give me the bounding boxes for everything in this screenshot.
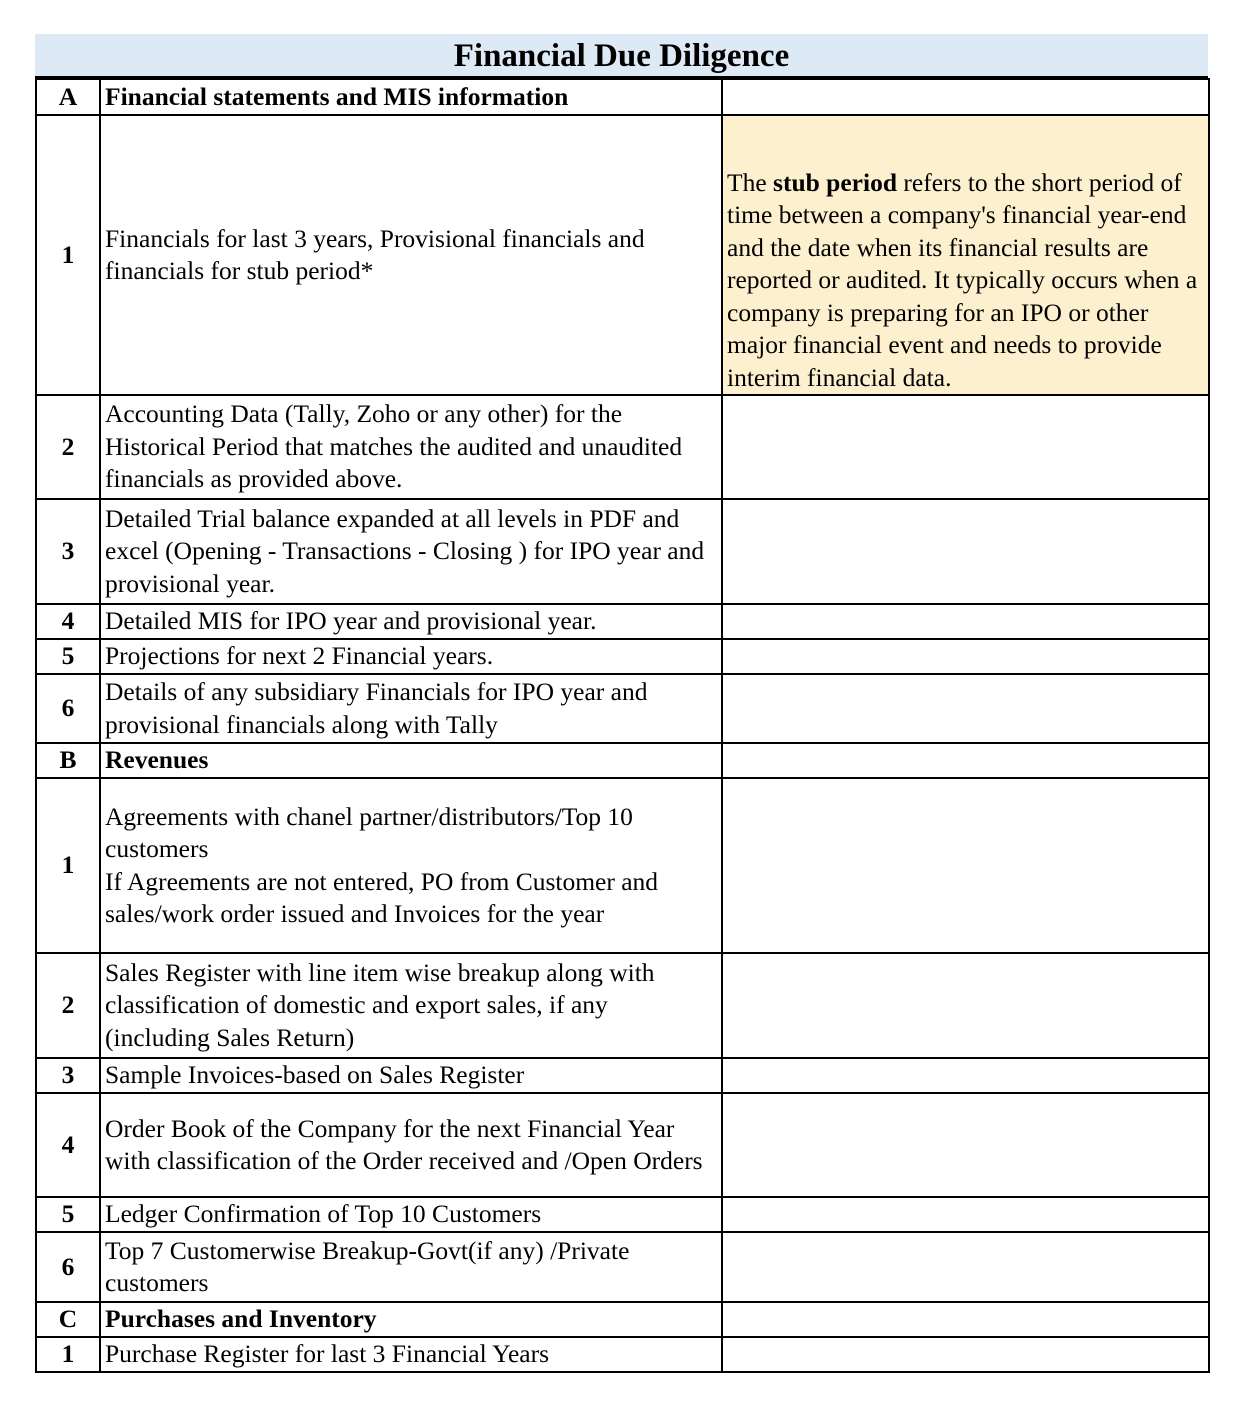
row-number: 3 bbox=[36, 1058, 100, 1093]
table-row bbox=[36, 1058, 1209, 1093]
row-number: 2 bbox=[36, 953, 100, 1058]
row-number: 6 bbox=[36, 1232, 100, 1302]
remarks-cell bbox=[722, 1093, 1209, 1197]
remarks-cell bbox=[722, 743, 1209, 778]
section-row bbox=[36, 1302, 1209, 1337]
remarks-cell bbox=[722, 499, 1209, 604]
remarks-cell bbox=[722, 395, 1209, 499]
section-heading: Revenues bbox=[100, 743, 722, 778]
note-prefix: The bbox=[727, 167, 774, 197]
note-body: refers to the short period of time between a company's financial year-end and the date when its financial results are reported or audited. It typically occurs when a company is preparing for an IPO or other major financial event and needs to provide interim financial data. bbox=[727, 167, 1198, 392]
row-description: Sales Register with line item wise breakup along with classification of domestic and export sales, if any (including Sales Return) bbox=[100, 953, 722, 1058]
row-description: Top 7 Customerwise Breakup-Govt(if any) /Private customers bbox=[100, 1232, 722, 1302]
table-row bbox=[36, 395, 1209, 499]
row-description: Purchase Register for last 3 Financial Years bbox=[100, 1337, 722, 1372]
row-description: Accounting Data (Tally, Zoho or any other) for the Historical Period that matches the audited and unaudited financials as provided above. bbox=[100, 395, 722, 499]
row-number: 2 bbox=[36, 395, 100, 499]
due-diligence-sheet bbox=[35, 34, 1208, 1373]
note-term: stub period bbox=[773, 167, 898, 197]
row-description: Agreements with chanel partner/distributors/Top 10 customers If Agreements are not entered, PO from Customer and sales/work order issued and Invoices for the year bbox=[100, 778, 722, 953]
remarks-cell bbox=[722, 674, 1209, 743]
table-row bbox=[36, 1232, 1209, 1302]
row-description: Ledger Confirmation of Top 10 Customers bbox=[100, 1197, 722, 1232]
row-number: 5 bbox=[36, 1197, 100, 1232]
row-description: Order Book of the Company for the next Financial Year with classification of the Order received and /Open Orders bbox=[100, 1093, 722, 1197]
stub-period-note bbox=[722, 115, 1209, 395]
row-number: 1 bbox=[36, 1337, 100, 1372]
row-number: 5 bbox=[36, 639, 100, 674]
table-row bbox=[36, 674, 1209, 743]
section-row bbox=[36, 743, 1209, 778]
row-number: B bbox=[36, 743, 100, 778]
table-row bbox=[36, 604, 1209, 639]
table-row bbox=[36, 499, 1209, 604]
row-description: Projections for next 2 Financial years. bbox=[100, 639, 722, 674]
row-number: 1 bbox=[36, 778, 100, 953]
checklist-table bbox=[35, 78, 1210, 1373]
table-row bbox=[36, 953, 1209, 1058]
table-row bbox=[36, 115, 1209, 395]
row-number: 1 bbox=[36, 115, 100, 395]
row-number: 6 bbox=[36, 674, 100, 743]
row-number: 4 bbox=[36, 604, 100, 639]
row-description: Details of any subsidiary Financials for IPO year and provisional financials along with Tally bbox=[100, 674, 722, 743]
remarks-cell bbox=[722, 1232, 1209, 1302]
table-row bbox=[36, 778, 1209, 953]
section-heading: Purchases and Inventory bbox=[100, 1302, 722, 1337]
table-row bbox=[36, 639, 1209, 674]
remarks-cell bbox=[722, 604, 1209, 639]
row-number: 3 bbox=[36, 499, 100, 604]
remarks-cell bbox=[722, 953, 1209, 1058]
remarks-cell bbox=[722, 1302, 1209, 1337]
remarks-cell bbox=[722, 1197, 1209, 1232]
section-row bbox=[36, 79, 1209, 115]
row-number: A bbox=[36, 79, 100, 115]
remarks-cell bbox=[722, 778, 1209, 953]
remarks-cell bbox=[722, 1337, 1209, 1372]
row-number: C bbox=[36, 1302, 100, 1337]
remarks-cell bbox=[722, 1058, 1209, 1093]
remarks-cell bbox=[722, 79, 1209, 115]
sheet-title: Financial Due Diligence bbox=[35, 34, 1208, 78]
table-row bbox=[36, 1197, 1209, 1232]
row-description: Detailed MIS for IPO year and provisional year. bbox=[100, 604, 722, 639]
table-row bbox=[36, 1093, 1209, 1197]
row-description: Financials for last 3 years, Provisional financials and financials for stub period* bbox=[100, 115, 722, 395]
row-description: Detailed Trial balance expanded at all levels in PDF and excel (Opening - Transactions - Closing ) for IPO year and provisional year. bbox=[100, 499, 722, 604]
row-description: Sample Invoices-based on Sales Register bbox=[100, 1058, 722, 1093]
table-row bbox=[36, 1337, 1209, 1372]
remarks-cell bbox=[722, 639, 1209, 674]
row-number: 4 bbox=[36, 1093, 100, 1197]
section-heading: Financial statements and MIS information bbox=[100, 79, 722, 115]
